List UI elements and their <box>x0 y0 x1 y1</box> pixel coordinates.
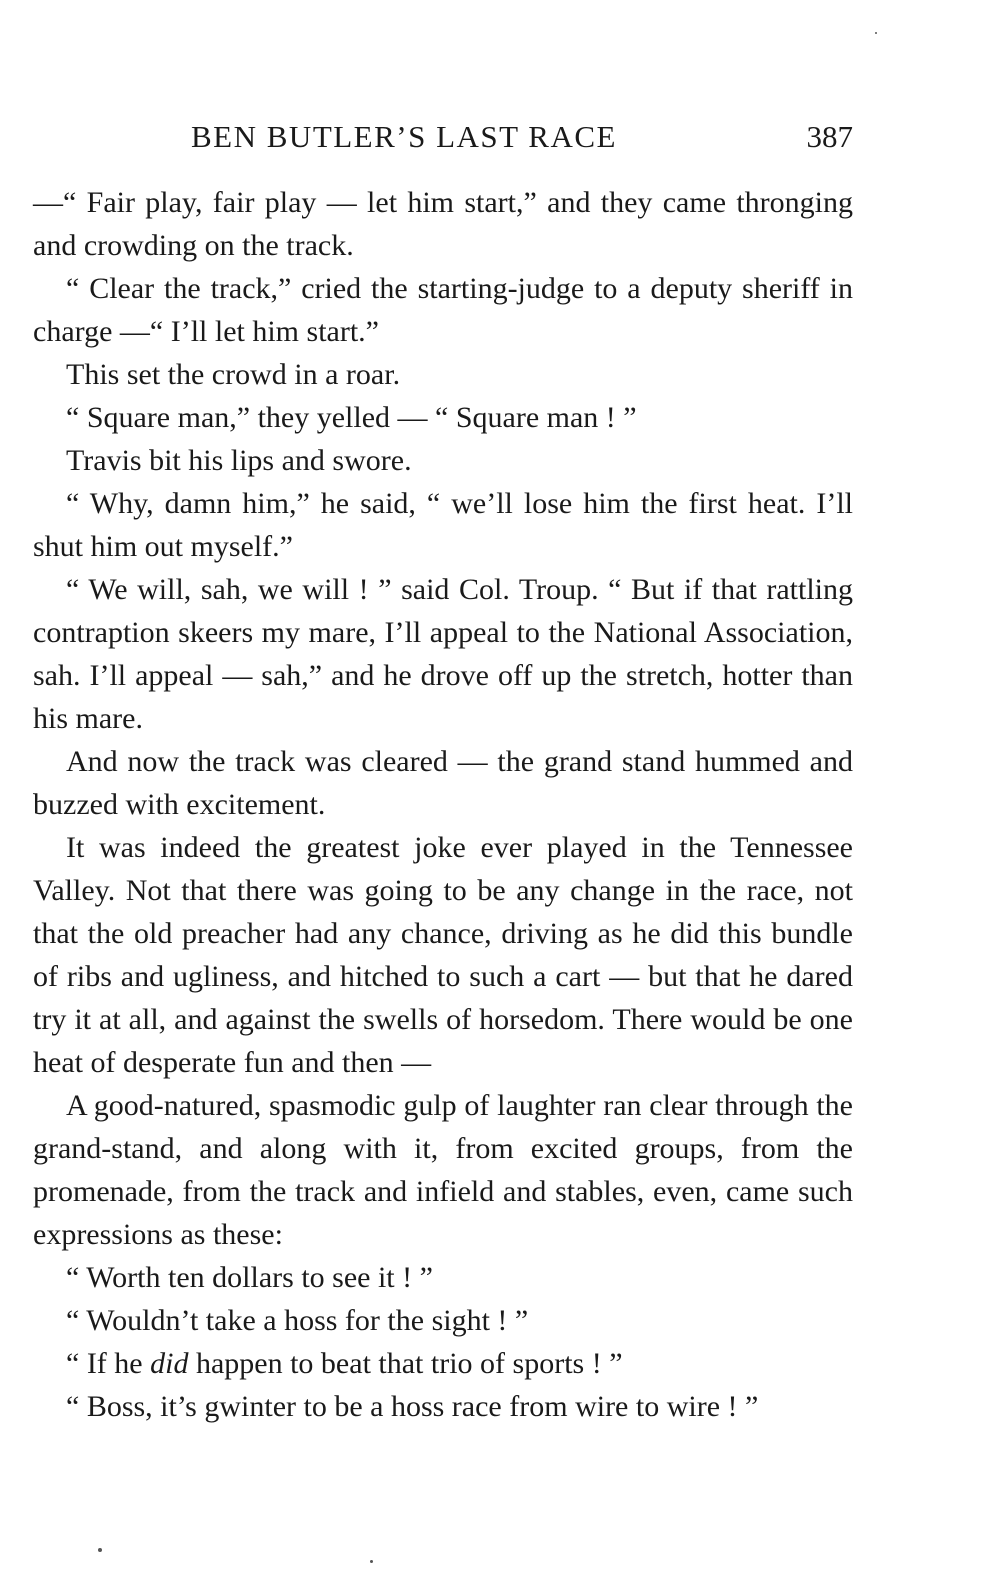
quote-after: happen to beat that trio of sports ! ” <box>188 1347 623 1380</box>
scan-speck <box>98 1548 102 1552</box>
paragraph-8: And now the track was cleared — the grand stand hummed and buzzed with excitement. <box>33 745 853 821</box>
paragraph-4: “ Square man,” they yelled — “ Square man ! ” <box>66 401 637 434</box>
page-number: 387 <box>806 119 853 154</box>
scan-speck <box>875 32 877 34</box>
paragraph-14: “ Boss, it’s gwinter to be a hoss race from wire to wire ! ” <box>66 1390 759 1423</box>
paragraph-9: It was indeed the greatest joke ever played in the Tennessee Valley. Not that there was going to be any change in the race, not that the old preacher had any chance, driving as he did this bundle of ribs and ugliness, and hitched to such a cart — but that he dared try it at all, and against the swells of horsedom. There would be one heat of desperate fun and then — <box>33 831 853 1079</box>
paragraph-10: A good-natured, spasmodic gulp of laughter ran clear through the grand-stand, and along with it, from excited groups, from the promenade, from the track and infield and stables, even, came such expressions as these: <box>33 1089 853 1251</box>
quote-before: “ If he <box>66 1347 151 1380</box>
body-text <box>33 181 853 1428</box>
quote-emphasis: did <box>150 1347 189 1380</box>
paragraph-7: “ We will, sah, we will ! ” said Col. Troup. “ But if that rattling contraption skeers my mare, I’ll appeal to the National Association, sah. I’ll appeal — sah,” and he drove off up the stretch, hotter than his mare. <box>33 573 853 735</box>
running-head <box>33 112 853 162</box>
paragraph-6: “ Why, damn him,” he said, “ we’ll lose him the first heat. I’ll shut him out myself.” <box>33 487 853 563</box>
paragraph-3: This set the crowd in a roar. <box>66 358 401 391</box>
paragraph-1: —“ Fair play, fair play — let him start,” and they came thronging and crowding on the track. <box>33 186 853 262</box>
scan-speck <box>370 1560 373 1563</box>
paragraph-2: “ Clear the track,” cried the starting-judge to a deputy sheriff in charge —“ I’ll let him start.” <box>33 272 853 348</box>
paragraph-11: “ Worth ten dollars to see it ! ” <box>66 1261 433 1294</box>
paragraph-13 <box>33 1342 853 1385</box>
paragraph-5: Travis bit his lips and swore. <box>66 444 412 477</box>
paragraph-12: “ Wouldn’t take a hoss for the sight ! ” <box>66 1304 529 1337</box>
running-title: BEN BUTLER’S LAST RACE <box>191 119 617 154</box>
